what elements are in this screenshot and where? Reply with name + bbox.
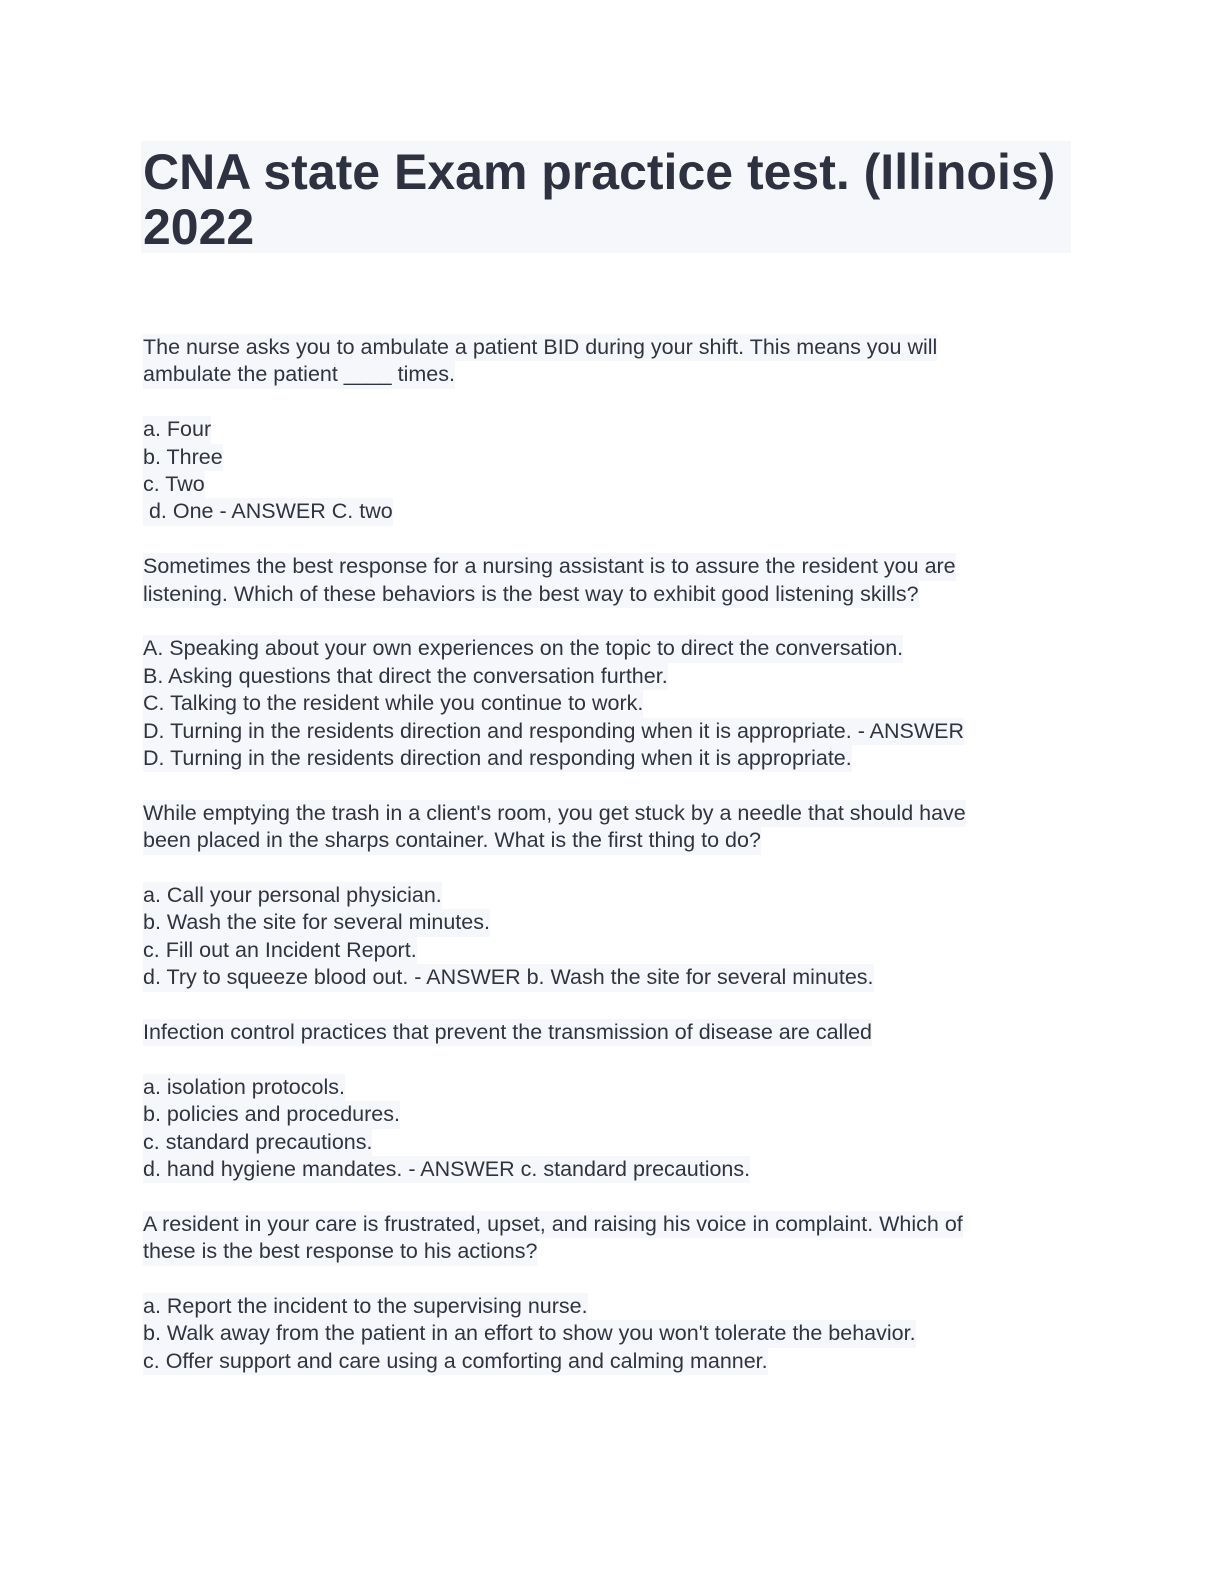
question-1 (143, 334, 1073, 526)
question-4 (143, 1019, 1073, 1183)
answer-option: a. Four (143, 416, 211, 443)
question-prompt-line: A resident in your care is frustrated, upset, and raising his voice in complaint. Which of (143, 1211, 963, 1238)
answer-option: b. policies and procedures. (143, 1101, 400, 1128)
question-prompt-line: Infection control practices that prevent the transmission of disease are called (143, 1019, 872, 1046)
answer-option: c. Offer support and care using a comforting and calming manner. (143, 1348, 768, 1375)
answer-option: c. Fill out an Incident Report. (143, 937, 417, 964)
question-list (143, 334, 1073, 1375)
answer-option: C. Talking to the resident while you continue to work. (143, 690, 643, 717)
answer-option: c. Two (143, 471, 205, 498)
question-prompt-line: these is the best response to his actions? (143, 1238, 537, 1265)
answer-option: b. Wash the site for several minutes. (143, 909, 490, 936)
answer-option: D. Turning in the residents direction and responding when it is appropriate. (143, 745, 852, 772)
answer-option: a. Call your personal physician. (143, 882, 442, 909)
answer-option: B. Asking questions that direct the conversation further. (143, 663, 668, 690)
title-block (141, 141, 1071, 253)
answer-option: D. Turning in the residents direction and responding when it is appropriate. - ANSWER (143, 718, 964, 745)
answer-option: a. isolation protocols. (143, 1074, 345, 1101)
answer-option: d. hand hygiene mandates. - ANSWER c. standard precautions. (143, 1156, 750, 1183)
answer-option: d. Try to squeeze blood out. - ANSWER b. Wash the site for several minutes. (143, 964, 874, 991)
question-prompt-line: The nurse asks you to ambulate a patient BID during your shift. This means you will (143, 334, 937, 361)
title-line-2: 2022 (143, 199, 255, 255)
answer-option: a. Report the incident to the supervising nurse. (143, 1293, 588, 1320)
question-prompt-line: ambulate the patient ____ times. (143, 361, 455, 388)
question-2 (143, 553, 1073, 772)
document-title (143, 145, 1071, 255)
question-prompt-line: While emptying the trash in a client's room, you get stuck by a needle that should have (143, 800, 966, 827)
answer-option: b. Three (143, 444, 223, 471)
answer-option: d. One - ANSWER C. two (143, 498, 393, 525)
question-prompt-line: Sometimes the best response for a nursing assistant is to assure the resident you are (143, 553, 956, 580)
answer-option: c. standard precautions. (143, 1129, 372, 1156)
question-3 (143, 800, 1073, 992)
title-line-1: CNA state Exam practice test. (Illinois) (143, 144, 1056, 200)
answer-option: A. Speaking about your own experiences on the topic to direct the conversation. (143, 635, 903, 662)
answer-option: b. Walk away from the patient in an effort to show you won't tolerate the behavior. (143, 1320, 916, 1347)
question-5 (143, 1211, 1073, 1375)
question-prompt-line: been placed in the sharps container. What is the first thing to do? (143, 827, 761, 854)
question-prompt-line: listening. Which of these behaviors is the best way to exhibit good listening skills? (143, 581, 919, 608)
